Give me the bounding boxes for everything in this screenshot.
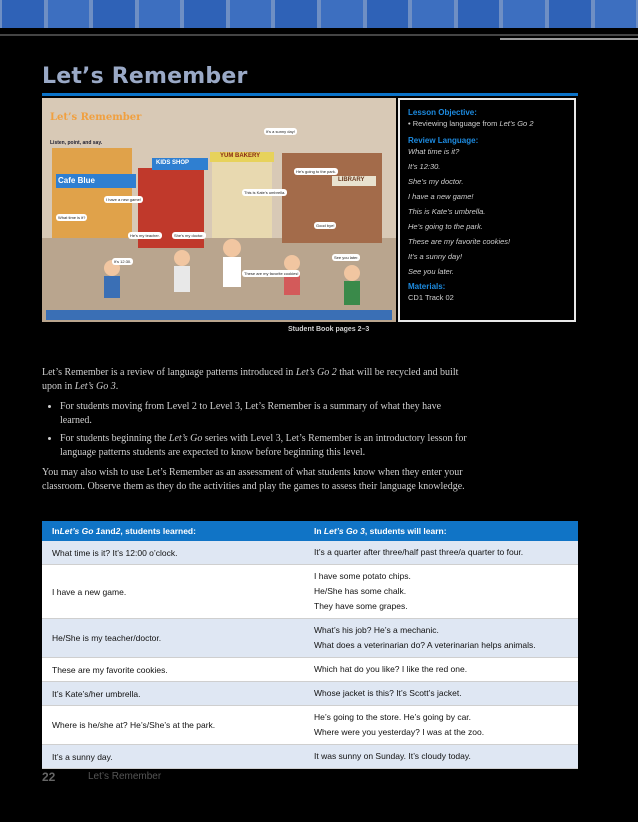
cell-will-learn: He’s going to the store. He’s going by car. Where were you yesterday? I was at the zoo. bbox=[314, 712, 485, 737]
cell-will-learn: I have some potato chips. He/She has some chalk. They have some grapes. bbox=[314, 571, 411, 611]
table-row bbox=[42, 541, 578, 565]
bubble: This is Kate’s umbrella. bbox=[244, 190, 286, 195]
objective-heading: Lesson Objective: bbox=[408, 108, 477, 117]
cell-learned: He/She is my teacher/doctor. bbox=[52, 633, 162, 643]
table-row bbox=[42, 745, 578, 769]
language-item: She’s my doctor. bbox=[408, 177, 464, 186]
language-item: I have a new game! bbox=[408, 192, 474, 201]
intro-paragraph: Let’s Remember is a review of language patterns introduced in Let’s Go 2 that will be recycled and built upon in Let’s Go 3. bbox=[42, 367, 459, 392]
bullet-list bbox=[42, 400, 468, 460]
bubble: He’s my teacher. bbox=[130, 233, 160, 238]
student-book-illustration bbox=[42, 98, 396, 322]
language-item: This is Kate’s umbrella. bbox=[408, 207, 486, 216]
image-caption: Student Book pages 2–3 bbox=[288, 326, 370, 333]
bubble: She’s my doctor. bbox=[174, 233, 204, 238]
bubble: See you later. bbox=[334, 255, 359, 260]
language-item: It’s 12:30. bbox=[408, 162, 441, 171]
cell-learned: It’s a sunny day. bbox=[52, 751, 113, 762]
cell-learned: These are my favorite cookies. bbox=[52, 664, 168, 675]
bubble: These are my favorite cookies! bbox=[244, 271, 299, 276]
bubble: What time is it? bbox=[58, 215, 86, 220]
objective-text: • Reviewing language from Let’s Go 2 bbox=[408, 119, 534, 128]
top-rule-accent bbox=[500, 38, 638, 40]
materials-text: CD1 Track 02 bbox=[408, 293, 454, 302]
cell-will-learn: It’s a quarter after three/half past three/a quarter to four. bbox=[314, 547, 524, 557]
illustration-title: Let’s Remember bbox=[50, 112, 142, 123]
cell-learned: What time is it? It’s 12:00 o’clock. bbox=[52, 547, 178, 558]
bullet-item: • For students moving from Level 2 to Level 3, Let’s Remember is a summary of what they have learned. bbox=[60, 400, 468, 428]
cell-will-learn: It was sunny on Sunday. It’s cloudy today. bbox=[314, 751, 471, 761]
cell-will-learn: What’s his job? He’s a mechanic. What does a veterinarian do? A veterinarian helps animals. bbox=[314, 625, 536, 650]
language-item: See you later. bbox=[408, 267, 454, 276]
cell-learned: Where is he/she at? He’s/She’s at the park. bbox=[52, 720, 216, 730]
sign-cafe-blue: Cafe Blue bbox=[58, 176, 95, 185]
top-banner bbox=[0, 0, 638, 28]
header-learned: In Let’s Go 1 and 2 , students learned: bbox=[52, 526, 196, 536]
assessment-paragraph: You may also wish to use Let’s Remember as an assessment of what students know when they enter your classroom. Observe them as they do the activities and play the games to assess their language knowledge. bbox=[42, 467, 465, 492]
sign-yum-bakery: YUM BAKERY bbox=[220, 153, 261, 159]
language-item: He’s going to the park. bbox=[408, 222, 483, 231]
table-row bbox=[42, 706, 578, 745]
sign-library: LIBRARY bbox=[338, 177, 365, 183]
footer-section: Let’s Remember bbox=[88, 771, 162, 782]
language-comparison-table bbox=[42, 521, 578, 769]
table-row bbox=[42, 565, 578, 619]
bubble: I have a new game! bbox=[106, 197, 141, 202]
cell-will-learn: Whose jacket is this? It’s Scott’s jacket. bbox=[314, 688, 462, 698]
cell-will-learn: Which hat do you like? I like the red one. bbox=[314, 664, 468, 674]
table-header bbox=[42, 521, 578, 541]
review-language-heading: Review Language: bbox=[408, 136, 479, 145]
language-item: What time is it? bbox=[408, 147, 460, 156]
bullet-item: • For students beginning the Let’s Go series with Level 3, Let’s Remember is an introductory lesson for language patterns students are expected to know before beginning this level. bbox=[60, 432, 468, 460]
header-will-learn: In Let’s Go 3, students will learn: bbox=[314, 526, 447, 536]
cell-learned: I have a new game. bbox=[52, 586, 127, 597]
table-row bbox=[42, 619, 578, 658]
bubble: Good bye! bbox=[316, 223, 335, 228]
lesson-info-box bbox=[398, 98, 576, 322]
page-number: 22 bbox=[42, 770, 56, 784]
bubble: It’s 12:30. bbox=[114, 259, 132, 264]
bubble: He’s going to the park. bbox=[296, 169, 336, 174]
language-item: It’s a sunny day! bbox=[408, 252, 463, 261]
page-title: Let’s Remember bbox=[42, 64, 248, 89]
bubble: It’s a sunny day! bbox=[266, 129, 295, 134]
illustration-instruction: Listen, point, and say. bbox=[50, 140, 103, 146]
table-row bbox=[42, 658, 578, 682]
table-row bbox=[42, 682, 578, 706]
lesson-description bbox=[42, 366, 468, 500]
materials-heading: Materials: bbox=[408, 282, 446, 291]
title-underline bbox=[42, 93, 578, 96]
cell-learned: It’s Kate’s/her umbrella. bbox=[52, 688, 141, 699]
language-item: These are my favorite cookies! bbox=[408, 237, 511, 246]
sign-kids-shop: KIDS SHOP bbox=[156, 160, 190, 166]
top-rule bbox=[0, 34, 638, 36]
